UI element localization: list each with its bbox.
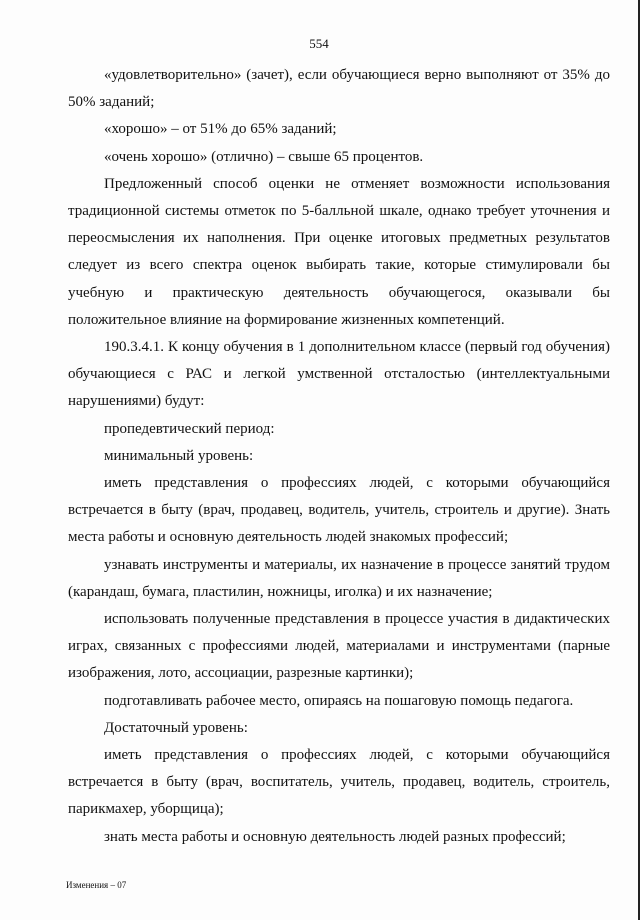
paragraph: минимальный уровень: bbox=[104, 447, 254, 464]
paragraph: иметь представления о профессиях людей, с которыми обучающийся встречается в быту (врач, воспитатель, учитель, продавец, водитель, строитель, парикмахер, уборщица); bbox=[68, 747, 610, 818]
paragraph: подготавливать рабочее место, опираясь на пошаговую помощь педагога. bbox=[104, 692, 574, 709]
paragraph: «очень хорошо» (отлично) – свыше 65 процентов. bbox=[104, 148, 424, 165]
paragraph: Достаточный уровень: bbox=[104, 719, 248, 736]
paragraph: знать места работы и основную деятельность людей разных профессий; bbox=[104, 828, 566, 845]
paragraph: узнавать инструменты и материалы, их назначение в процессе занятий трудом (карандаш, бумага, пластилин, ножницы, иголка) и их назначение; bbox=[68, 556, 610, 600]
paragraph: иметь представления о профессиях людей, с которыми обучающийся встречается в быту (врач, продавец, водитель, учитель, строитель и другие). Знать места работы и основную деятельность людей знакомых профессий; bbox=[68, 475, 610, 546]
paragraph: 190.3.4.1. К концу обучения в 1 дополнительном классе (первый год обучения) обучающиеся с РАС и легкой умственной отсталостью (интеллектуальными нарушениями) будут: bbox=[68, 339, 610, 410]
paragraph: использовать полученные представления в процессе участия в дидактических играх, связанных с профессиями людей, материалами и инструментами (парные изображения, лото, ассоциации, разрезные картинки); bbox=[68, 611, 610, 682]
paragraph: «хорошо» – от 51% до 65% заданий; bbox=[104, 121, 337, 138]
paragraph: «удовлетворительно» (зачет), если обучающиеся верно выполняют от 35% до 50% заданий; bbox=[68, 67, 610, 111]
paragraph: Предложенный способ оценки не отменяет возможности использования традиционной системы отметок по 5-балльной шкале, однако требует уточнения и переосмысления их наполнения. При оценке итоговых предметных результатов следует из всего спектра оценок выбирать такие, которые стимулировали бы учебную и практическую деятельность обучающегося, оказывали бы положительное влияние на формирование жизненных компетенций. bbox=[68, 175, 610, 328]
page-footer: Изменения – 07 bbox=[66, 880, 127, 890]
page-number: 554 bbox=[309, 36, 329, 51]
paragraph: пропедевтический период: bbox=[104, 420, 275, 437]
document-body bbox=[68, 62, 610, 851]
